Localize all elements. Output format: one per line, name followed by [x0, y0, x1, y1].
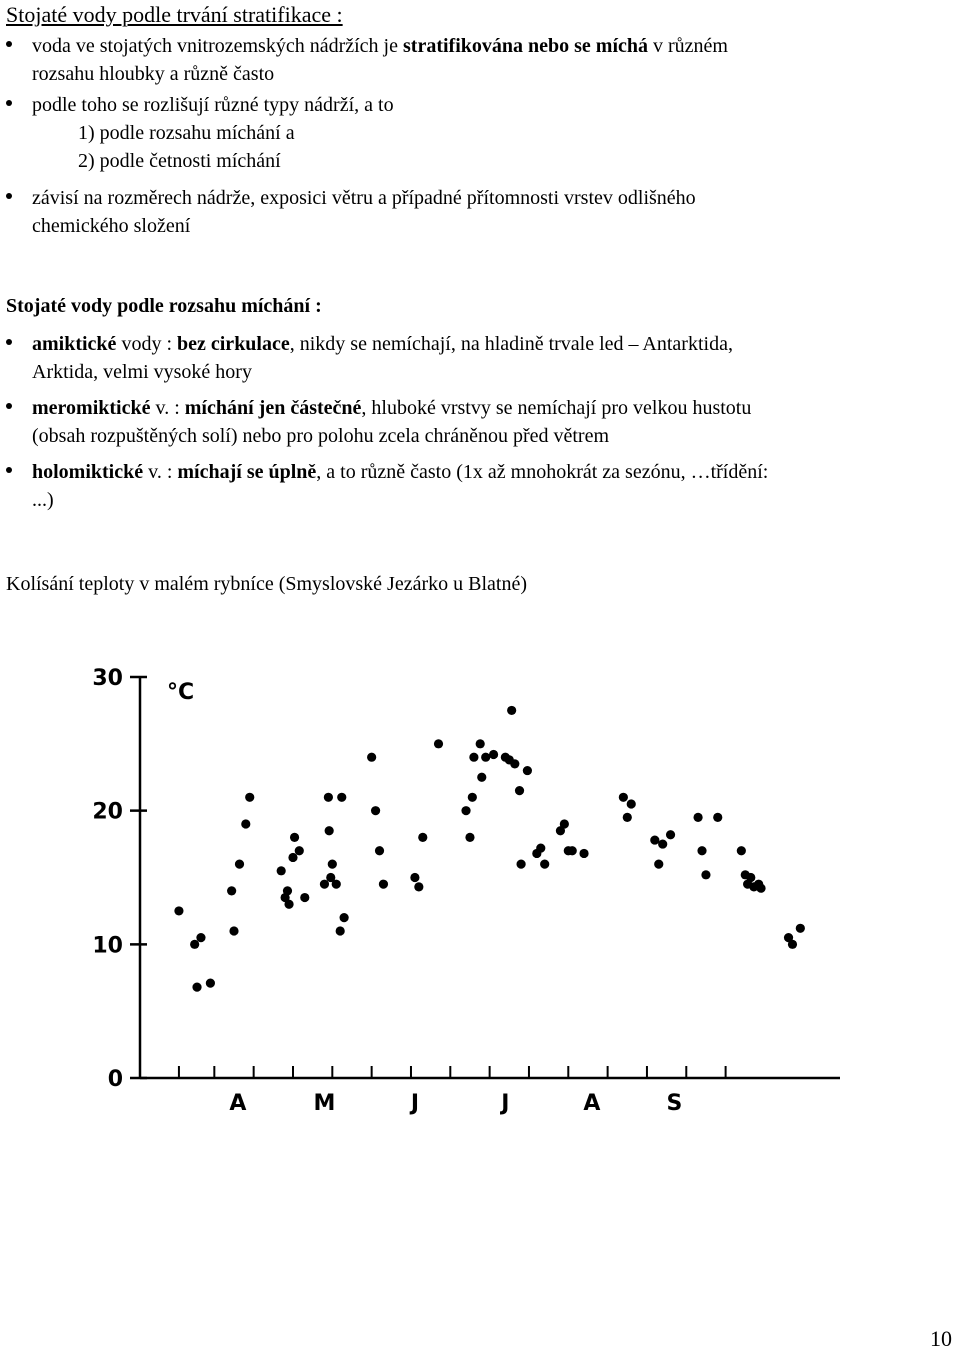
x-month-label: A	[229, 1091, 247, 1116]
x-month-label: J	[410, 1091, 420, 1116]
bullet-text: podle toho se rozlišují různé typy nádrží, a to	[32, 94, 394, 116]
data-point	[476, 739, 485, 748]
y-tick-label: 10	[92, 933, 123, 959]
data-point	[623, 813, 632, 822]
sub-item: 2) podle četnosti míchání	[78, 150, 281, 172]
data-point	[540, 860, 549, 869]
y-tick-label: 30	[92, 666, 123, 691]
data-point	[367, 753, 376, 762]
x-month-label: S	[666, 1091, 683, 1116]
data-point	[410, 873, 419, 882]
data-point	[284, 900, 293, 909]
y-axis-unit-label: °C	[167, 680, 195, 705]
data-point	[697, 846, 706, 855]
data-point	[196, 933, 205, 942]
data-point	[536, 843, 545, 852]
data-point	[174, 906, 183, 915]
data-point	[737, 846, 746, 855]
bullet-dot	[6, 41, 12, 47]
bullet-dot	[6, 339, 12, 345]
x-month-label: M	[313, 1091, 336, 1116]
data-point	[328, 860, 337, 869]
data-point	[434, 739, 443, 748]
data-point	[465, 833, 474, 842]
data-point	[277, 866, 286, 875]
data-point	[290, 833, 299, 842]
data-point	[756, 884, 765, 893]
data-point	[658, 839, 667, 848]
data-point	[477, 773, 486, 782]
x-month-label: J	[501, 1091, 510, 1116]
data-point	[379, 880, 388, 889]
data-point	[371, 806, 380, 815]
bullet-text: závisí na rozměrech nádrže, exposici větru a případné přítomnosti vrstev odlišného	[32, 187, 696, 209]
section2-title: Stojaté vody podle rozsahu míchání :	[6, 295, 322, 317]
data-point	[746, 873, 755, 882]
sub-item: 1) podle rozsahu míchání a	[78, 122, 295, 144]
data-point	[235, 860, 244, 869]
data-point	[468, 793, 477, 802]
data-point	[796, 924, 805, 933]
data-point	[241, 819, 250, 828]
data-point	[713, 813, 722, 822]
data-point	[190, 940, 199, 949]
data-point	[375, 846, 384, 855]
data-point	[481, 753, 490, 762]
bullet-text: amiktické vody : bez cirkulace, nikdy se nemíchají, na hladině trvale led – Antarktida,	[32, 333, 733, 355]
data-point	[192, 983, 201, 992]
data-point	[510, 759, 519, 768]
data-point	[560, 819, 569, 828]
bullet-text: voda ve stojatých vnitrozemských nádržích je stratifikována nebo se míchá v různém	[32, 35, 728, 57]
data-point	[340, 913, 349, 922]
data-point	[489, 750, 498, 759]
data-point	[300, 893, 309, 902]
data-point	[324, 793, 333, 802]
data-point	[325, 826, 334, 835]
y-tick-label: 0	[107, 1067, 123, 1092]
temperature-scatter-chart	[60, 630, 840, 1130]
data-point	[666, 830, 675, 839]
bullet-dot	[6, 467, 12, 473]
bullet-text: meromiktické v. : míchání jen částečné, hluboké vrstvy se nemíchají pro velkou hustotu	[32, 397, 752, 419]
bullet-text-cont: rozsahu hloubky a různě často	[32, 63, 275, 85]
data-point	[650, 835, 659, 844]
data-point	[414, 882, 423, 891]
bullet-text-cont: ...)	[32, 489, 54, 511]
page-number: 10	[930, 1326, 952, 1351]
data-point	[693, 813, 702, 822]
bullet-text-cont: chemického složení	[32, 215, 191, 237]
section1-title: Stojaté vody podle trvání stratifikace :	[6, 2, 343, 27]
data-point	[788, 940, 797, 949]
data-point	[507, 706, 516, 715]
data-point	[568, 846, 577, 855]
data-point	[418, 833, 427, 842]
bullet-text: holomiktické v. : míchají se úplně, a to různě často (1x až mnohokrát za sezónu, …třídění:	[32, 461, 769, 483]
data-point	[619, 793, 628, 802]
y-tick-label: 20	[92, 799, 123, 825]
data-point	[523, 766, 532, 775]
bullet-dot	[6, 100, 12, 106]
data-point	[469, 753, 478, 762]
data-point	[701, 870, 710, 879]
data-point	[320, 880, 329, 889]
bullet-dot	[6, 403, 12, 409]
data-point	[229, 926, 238, 935]
data-point	[336, 926, 345, 935]
bullet-text-cont: (obsah rozpuštěných solí) nebo pro polohu zcela chráněnou před větrem	[32, 425, 610, 447]
data-point	[332, 880, 341, 889]
data-point	[295, 846, 304, 855]
data-point	[227, 886, 236, 895]
bullet-text-cont: Arktida, velmi vysoké hory	[32, 361, 252, 383]
data-point	[627, 799, 636, 808]
data-point	[283, 886, 292, 895]
bullet-dot	[6, 193, 12, 199]
x-month-label: A	[583, 1091, 601, 1116]
data-point	[245, 793, 254, 802]
data-point	[579, 849, 588, 858]
data-point	[461, 806, 470, 815]
chart-caption: Kolísání teploty v malém rybníce (Smyslovské Jezárko u Blatné)	[6, 573, 527, 595]
data-point	[654, 860, 663, 869]
data-point	[288, 853, 297, 862]
data-point	[515, 786, 524, 795]
data-point	[206, 978, 215, 987]
data-point	[516, 860, 525, 869]
data-point	[337, 793, 346, 802]
